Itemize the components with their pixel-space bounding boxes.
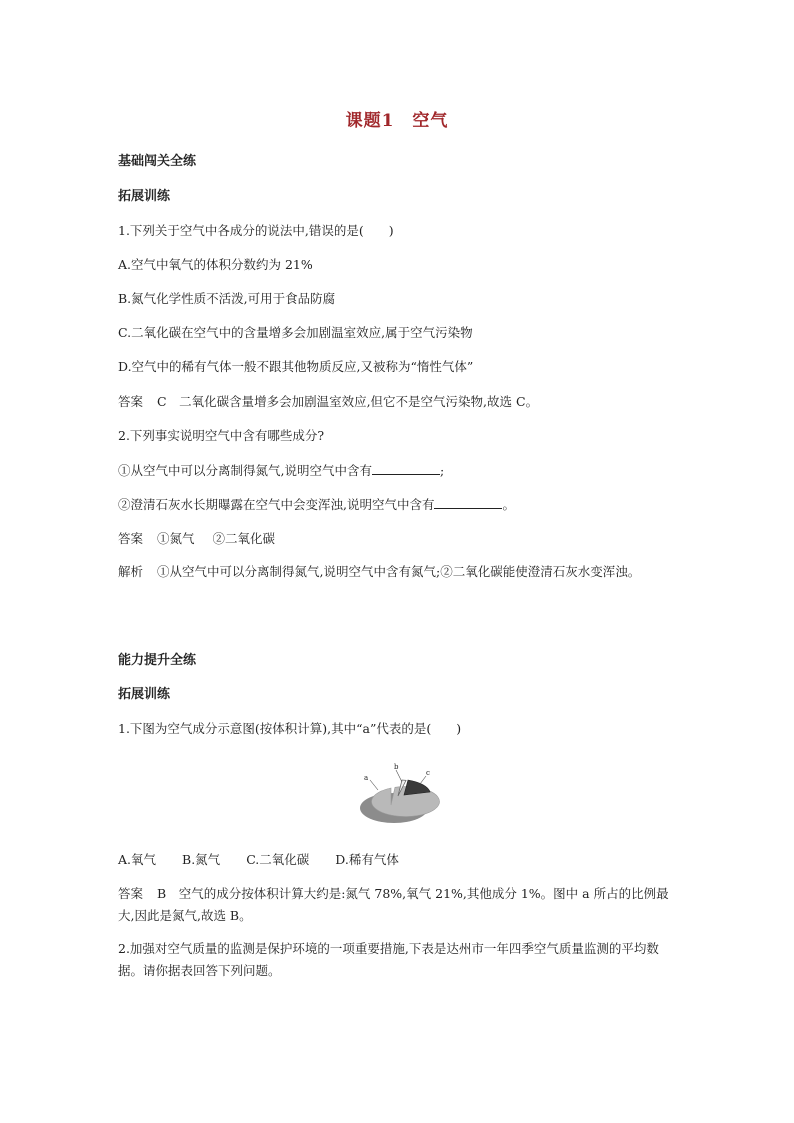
label-c: c	[426, 769, 430, 777]
punct: 。	[502, 497, 515, 512]
q1-option-c: C.二氧化碳在空气中的含量增多会加剧温室效应,属于空气污染物	[118, 325, 473, 340]
section-subheading-2: 拓展训练	[118, 687, 171, 702]
q1-option-b: B.氮气化学性质不活泼,可用于食品防腐	[118, 291, 336, 306]
q3-option-a: A.氧气	[118, 852, 157, 867]
q3-answer	[118, 883, 678, 927]
page-title: 课题1 空气	[345, 111, 449, 131]
fill-blank	[372, 462, 440, 475]
analysis-text: ①从空气中可以分离制得氮气,说明空气中含有氮气;②二氧化碳能使澄清石灰水变浑浊。	[157, 564, 641, 579]
q3-option-c: C.二氧化碳	[246, 852, 310, 867]
q3-stem: 1.下图为空气成分示意图(按体积计算),其中“a”代表的是( )	[118, 721, 462, 736]
q3-options	[118, 851, 425, 869]
section-heading-advanced: 能力提升全练	[118, 653, 197, 668]
label-b: b	[394, 763, 399, 771]
section-subheading-1: 拓展训练	[118, 189, 171, 204]
answer-part-a: ①氮气	[157, 531, 195, 546]
pie-slice-c	[404, 780, 430, 795]
q3-option-b: B.氮气	[182, 852, 221, 867]
answer-text: C 二氧化碳含量增多会加剧温室效应,但它不是空气污染物,故选 C。	[157, 394, 539, 409]
section-heading-basic: 基础闯关全练	[118, 154, 197, 169]
q1-answer	[118, 393, 538, 411]
q1-option-d: D.空气中的稀有气体一般不跟其他物质反应,又被称为“惰性气体”	[118, 359, 474, 374]
q2-item-1	[118, 462, 444, 480]
answer-label: 答案	[118, 394, 144, 409]
q2-stem: 2.下列事实说明空气中含有哪些成分?	[118, 428, 325, 443]
answer-label: 答案	[118, 886, 144, 901]
q1-option-a: A.空气中氧气的体积分数约为 21%	[118, 257, 313, 272]
q2-answer	[118, 530, 275, 548]
q2-item-1-text: ①从空气中可以分离制得氮气,说明空气中含有	[118, 463, 372, 478]
analysis-label: 解析	[118, 564, 144, 579]
q2-item-2-text: ②澄清石灰水长期曝露在空气中会变浑浊,说明空气中含有	[118, 497, 435, 512]
q3-option-d: D.稀有气体	[335, 852, 399, 867]
answer-part-b: ②二氧化碳	[212, 531, 276, 546]
q2-analysis	[118, 561, 678, 583]
answer-label: 答案	[118, 531, 144, 546]
air-composition-pie-figure	[350, 758, 442, 830]
fill-blank	[434, 496, 502, 509]
q4-stem: 2.加强对空气质量的监测是保护环境的一项重要措施,下表是达州市一年四季空气质量监测的平均数据。请你据表回答下列问题。	[118, 941, 659, 978]
punct: ;	[439, 463, 445, 478]
label-a: a	[364, 774, 369, 782]
answer-text: B 空气的成分按体积计算大约是:氮气 78%,氧气 21%,其他成分 1%。图中 a 所占的比例最大,因此是氮气,故选 B。	[118, 886, 669, 923]
q2-item-2	[118, 496, 515, 514]
q1-stem: 1.下列关于空气中各成分的说法中,错误的是( )	[118, 223, 394, 238]
